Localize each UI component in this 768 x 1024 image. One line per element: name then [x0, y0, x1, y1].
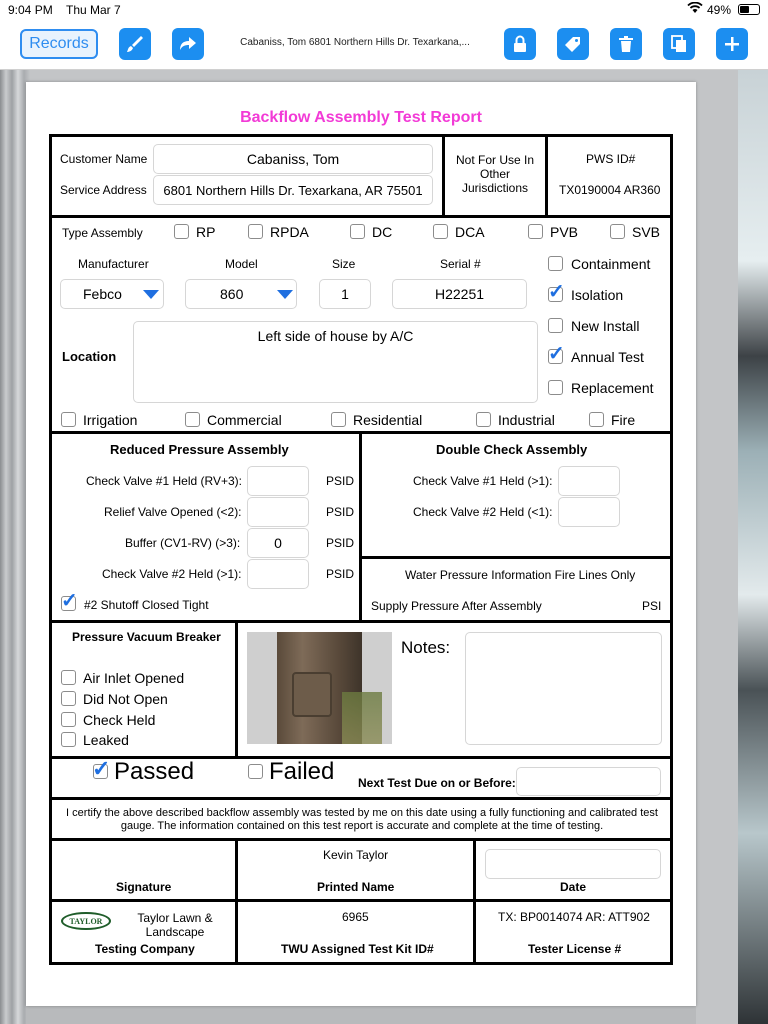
divider — [49, 899, 673, 902]
location-label: Location — [62, 349, 117, 364]
dc-check1-field[interactable] — [558, 466, 620, 496]
manufacturer-label: Manufacturer — [78, 257, 149, 271]
customer-name-field[interactable]: Cabaniss, Tom — [153, 144, 433, 174]
residential-label: Residential — [353, 412, 423, 428]
type-assembly-label: Type Assembly — [62, 226, 143, 240]
psid-unit: PSID — [326, 505, 355, 519]
industrial-label: Industrial — [498, 412, 555, 428]
serial-label: Serial # — [440, 257, 481, 271]
rp-check2-label: Check Valve #2 Held (>1): — [102, 567, 242, 581]
residential-checkbox[interactable] — [331, 412, 346, 427]
printed-name-label: Printed Name — [317, 880, 395, 894]
replacement-label: Replacement — [571, 380, 654, 396]
background-photo — [738, 70, 768, 1024]
dc-check2-field[interactable] — [558, 497, 620, 527]
testing-company-label: Testing Company — [95, 942, 195, 956]
isolation-label: Isolation — [571, 287, 624, 303]
checkmark-icon: ✓ — [548, 343, 565, 365]
service-address-field[interactable]: 6801 Northern Hills Dr. Texarkana, AR 75501 — [153, 175, 433, 205]
tag-icon[interactable] — [557, 28, 589, 60]
manufacturer-value: Febco — [83, 286, 122, 302]
annual-test-label: Annual Test — [571, 349, 644, 365]
location-field[interactable]: Left side of house by A/C — [133, 321, 538, 403]
type-rp-checkbox[interactable] — [174, 224, 189, 239]
type-dca-checkbox[interactable] — [433, 224, 448, 239]
rp-buffer-field[interactable]: 0 — [247, 528, 309, 558]
status-date: Thu Mar 7 — [66, 3, 121, 17]
rp-check1-label: Check Valve #1 Held (RV+3): — [86, 474, 242, 488]
next-test-field[interactable] — [516, 767, 661, 796]
new-install-label: New Install — [571, 318, 640, 334]
air-inlet-checkbox[interactable] — [61, 670, 76, 685]
containment-checkbox[interactable] — [548, 256, 563, 271]
records-button[interactable]: Records — [20, 29, 98, 59]
type-svb-checkbox[interactable] — [610, 224, 625, 239]
report-title: Backflow Assembly Test Report — [240, 109, 482, 126]
model-value: 860 — [220, 286, 244, 302]
chevron-down-icon[interactable] — [143, 290, 159, 299]
psid-unit: PSID — [326, 567, 355, 581]
replacement-checkbox[interactable] — [548, 380, 563, 395]
kit-id-label: TWU Assigned Test Kit ID# — [281, 942, 434, 956]
failed-checkbox[interactable] — [248, 764, 263, 779]
rp-relief-label: Relief Valve Opened (<2): — [104, 505, 242, 519]
license-value: TX: BP0014074 AR: ATT902 — [498, 910, 650, 924]
irrigation-checkbox[interactable] — [61, 412, 76, 427]
lock-icon[interactable] — [504, 28, 536, 60]
date-label: Date — [560, 880, 587, 894]
supply-pressure-label: Supply Pressure After Assembly — [371, 599, 542, 613]
rp-title: Reduced Pressure Assembly — [110, 442, 289, 457]
signature-label: Signature — [116, 880, 172, 894]
type-pvb-label: PVB — [550, 224, 579, 240]
type-rpda-label: RPDA — [270, 224, 309, 240]
pws-id-label: PWS ID# — [586, 152, 636, 166]
divider — [235, 620, 238, 759]
failed-label: Failed — [269, 758, 335, 785]
page-footer-shadow — [26, 1006, 696, 1024]
divider — [359, 431, 362, 623]
toolbar — [0, 20, 768, 70]
status-bar — [0, 0, 768, 20]
assembly-photo[interactable] — [247, 632, 392, 744]
leaked-label: Leaked — [83, 732, 129, 748]
service-address-label: Service Address — [60, 183, 147, 197]
dc-title: Double Check Assembly — [436, 442, 588, 457]
check-held-label: Check Held — [83, 712, 156, 728]
check-held-checkbox[interactable] — [61, 712, 76, 727]
passed-label: Passed — [114, 758, 195, 785]
new-install-checkbox[interactable] — [548, 318, 563, 333]
divider — [442, 134, 445, 218]
trash-icon[interactable] — [610, 28, 642, 60]
battery-percent: 49% — [707, 3, 732, 17]
water-pressure-title: Water Pressure Information Fire Lines Only — [405, 568, 636, 582]
copy-icon[interactable] — [663, 28, 695, 60]
dc-check2-label: Check Valve #2 Held (<1): — [413, 505, 553, 519]
type-svb-label: SVB — [632, 224, 661, 240]
notes-label: Notes: — [401, 638, 451, 657]
pws-id-value: TX0190004 AR360 — [559, 183, 661, 197]
checkmark-icon: ✓ — [61, 590, 78, 612]
company-name: Taylor Lawn & Landscape — [137, 911, 213, 939]
divider — [545, 134, 548, 218]
air-inlet-label: Air Inlet Opened — [83, 670, 185, 686]
commercial-label: Commercial — [207, 412, 282, 428]
type-rpda-checkbox[interactable] — [248, 224, 263, 239]
fire-checkbox[interactable] — [589, 412, 604, 427]
serial-field[interactable]: H22251 — [392, 279, 527, 309]
psid-unit: PSID — [326, 536, 355, 550]
commercial-checkbox[interactable] — [185, 412, 200, 427]
did-not-open-checkbox[interactable] — [61, 691, 76, 706]
fire-label: Fire — [611, 412, 636, 428]
rp-relief-field[interactable] — [247, 497, 309, 527]
checkmark-icon: ✓ — [548, 281, 565, 303]
irrigation-label: Irrigation — [83, 412, 138, 428]
type-rp-label: RP — [196, 224, 216, 240]
size-label: Size — [332, 257, 356, 271]
battery-icon — [738, 4, 760, 15]
containment-label: Containment — [571, 256, 651, 272]
rp-check2-field[interactable] — [247, 559, 309, 589]
did-not-open-label: Did Not Open — [83, 691, 168, 707]
checkmark-icon: ✓ — [92, 756, 111, 781]
shutoff-label: #2 Shutoff Closed Tight — [84, 598, 209, 612]
type-pvb-checkbox[interactable] — [528, 224, 543, 239]
license-label: Tester License # — [528, 942, 622, 956]
industrial-checkbox[interactable] — [476, 412, 491, 427]
plus-icon[interactable] — [716, 28, 748, 60]
pvb-title: Pressure Vacuum Breaker — [72, 630, 221, 644]
company-logo: TAYLOR — [61, 912, 111, 930]
psid-unit: PSID — [326, 474, 355, 488]
date-field[interactable] — [485, 849, 661, 879]
notes-field[interactable] — [465, 632, 662, 745]
rp-check1-field[interactable] — [247, 466, 309, 496]
type-dc-checkbox[interactable] — [350, 224, 365, 239]
size-field[interactable]: 1 — [319, 279, 371, 309]
printed-name-value: Kevin Taylor — [323, 848, 389, 862]
report-page — [26, 82, 696, 1006]
kit-id-value: 6965 — [342, 910, 369, 924]
status-time: 9:04 PM — [8, 3, 53, 17]
type-dc-label: DC — [372, 224, 393, 240]
next-test-label: Next Test Due on or Before: — [358, 776, 516, 790]
document-title: Cabaniss, Tom 6801 Northern Hills Dr. Texarkana,... — [240, 37, 470, 48]
psi-unit: PSI — [642, 599, 662, 613]
leaked-checkbox[interactable] — [61, 732, 76, 747]
type-dca-label: DCA — [455, 224, 485, 240]
certification-text: I certify the above described backflow assembly was tested by me on this date using a fully functioning and calibrated test gauge. The information contained on this test report is accurate and complete at the time of testing. — [66, 807, 658, 832]
brush-icon[interactable] — [119, 28, 151, 60]
customer-name-label: Customer Name — [60, 152, 148, 166]
chevron-down-icon[interactable] — [277, 290, 293, 299]
wifi-icon — [687, 2, 703, 17]
divider — [359, 556, 673, 559]
jurisdiction-note: Not For Use In Other Jurisdictions — [455, 153, 535, 195]
rp-buffer-label: Buffer (CV1-RV) (>3): — [125, 536, 241, 550]
model-label: Model — [225, 257, 258, 271]
dc-check1-label: Check Valve #1 Held (>1): — [413, 474, 553, 488]
